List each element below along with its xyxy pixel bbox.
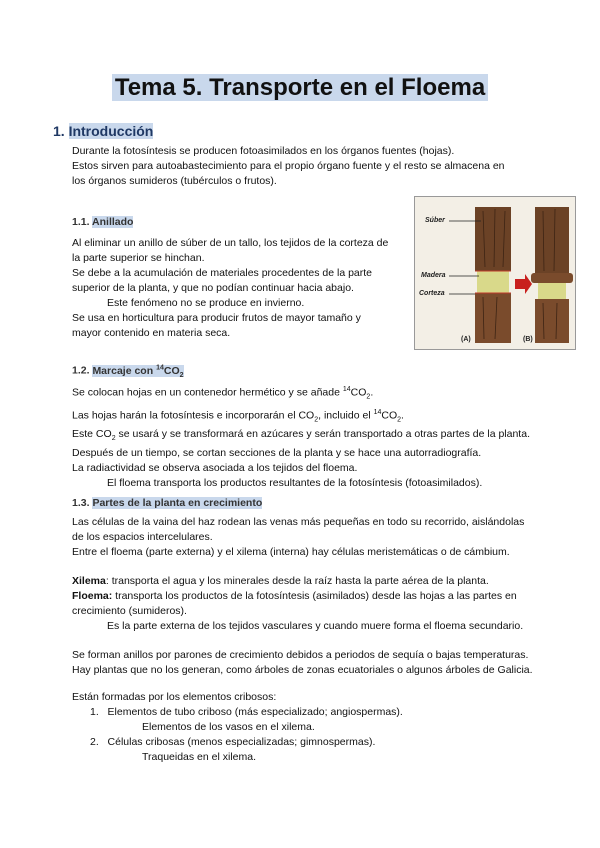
- page-title: Tema 5. Transporte en el Floema: [0, 73, 600, 103]
- partes-paragraph-b: Se forman anillos por parones de crecimiento debidos a periodos de sequía o bajas temperaturas. Hay plantas que no los generan, como árboles de zonas ecuatoriales o algunos árboles de Galicia.: [72, 649, 533, 676]
- arrow-icon: [515, 274, 532, 294]
- stem-b-wood-ring: [538, 283, 566, 299]
- cribosos-list: [90, 705, 403, 765]
- stem-a-wood-ring: [477, 271, 509, 293]
- stem-a-lower-bark: [475, 293, 511, 343]
- list-item: 2. Células cribosas (menos especializadas; gimnospermas).: [90, 736, 376, 748]
- cribosos-intro: Están formadas por los elementos cribosos:: [72, 691, 277, 703]
- partes-paragraph-a: Las células de la vaina del haz rodean las venas más pequeñas en todo su recorrido, aislándolas de los espacios intercelulares. Entre el floema (parte externa) y el xilema (interna) hay células meristemáticas o de cámbium.: [72, 516, 525, 558]
- girdling-figure: [414, 196, 576, 350]
- subheading-marcaje: 1.2. Marcaje con $^{14}CO_2$: [72, 364, 184, 379]
- label-a: (A): [461, 336, 471, 343]
- subheading-anillado: 1.1. Anillado: [72, 216, 134, 228]
- list-item-sub: Elementos de los vasos en el xilema.: [142, 721, 315, 733]
- section-heading-introduccion: 1. Introducción: [53, 123, 154, 139]
- label-madera: Madera: [421, 272, 446, 279]
- subheading-partes: 1.3. Partes de la planta en crecimiento: [72, 497, 263, 509]
- list-item-sub: Traqueidas en el xilema.: [142, 751, 257, 763]
- partes-definitions: Xilema: transporta el agua y los minerales desde la raíz hasta la parte aérea de la planta. Floema: transporta los productos de la fotosíntesis (asimilados) desde las hojas a las partes en crecimiento (sumideros). Es la parte externa de los tejidos vasculares y cuando muere forma el floema secundario.: [72, 575, 524, 632]
- intro-paragraph: Durante la fotosíntesis se producen fotoasimilados en los órganos fuentes (hojas). Estos sirven para autoabastecimiento para el propio órgano fuente y el resto se almacena en los órganos sumideros (tubérculos o frutos).: [72, 145, 505, 187]
- stem-b-lower-bark: [535, 299, 569, 343]
- label-corteza: Corteza: [419, 290, 445, 297]
- stem-a-upper-bark: [475, 207, 511, 271]
- label-b: (B): [523, 336, 533, 343]
- marcaje-paragraph: Se colocan hojas en un contenedor hermético y se añade $^{14}CO_2$. Las hojas harán la fotosíntesis e incorporarán el $CO_2$, incluido el $^{14}CO_2$. Este $CO_2$ se usará y se transformará en azúcares y serán transportado a otras partes de la planta. Después de un tiempo, se cortan secciones de la planta y se hace una autorradiografía. La radiactividad se observa asociada a los tejidos del floema. El floema transporta los productos resultantes de la fotosíntesis (fotoasimilados).: [72, 386, 530, 490]
- stem-b-upper-bark: [535, 207, 569, 279]
- stem-b-swelling: [531, 273, 573, 283]
- label-suber: Súber: [425, 217, 445, 224]
- list-item: 1. Elementos de tubo criboso (más especializado; angiospermas).: [90, 706, 403, 718]
- anillado-paragraph: Al eliminar un anillo de súber de un tallo, los tejidos de la corteza de la parte superior se hinchan. Se debe a la acumulación de materiales procedentes de la parte superior de la planta, y que no podían continuar hacia abajo. Este fenómeno no se produce en invierno. Se usa en horticultura para producir frutos de mayor tamaño y mayor contenido en materia seca.: [72, 237, 389, 339]
